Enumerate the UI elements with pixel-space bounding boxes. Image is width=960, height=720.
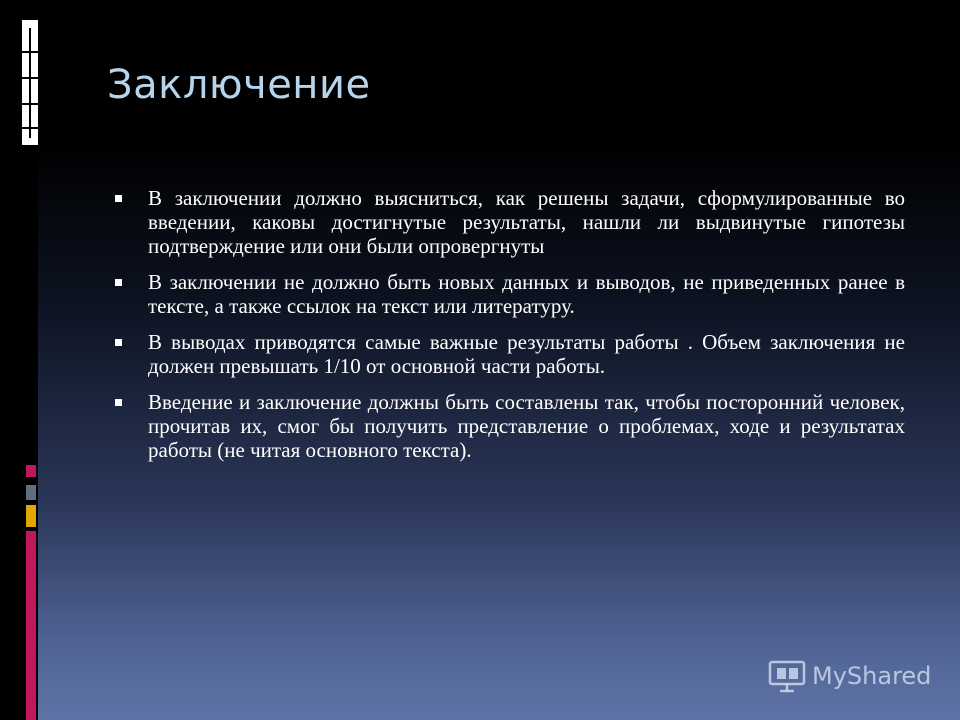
slide-title: Заключение <box>107 62 371 108</box>
bullet-text: Введение и заключение должны быть составлены так, чтобы посторонний человек, прочитав их, смог бы получить представление о проблемах, ходе и результатах работы (не читая основного текста). <box>148 390 905 462</box>
bullet-text: В заключении должно выясниться, как решены задачи, сформулированные во введении, каковы достигнутые результаты, нашли ли выдвинутые гипотезы подтверждение или они были опровергнуты <box>148 186 905 258</box>
decorative-color-bars <box>0 465 38 720</box>
square-bullet-icon <box>115 339 122 346</box>
presentation-board-icon <box>768 659 806 693</box>
bullet-text: В заключении не должно быть новых данных и выводов, не приведенных ранее в тексте, а также ссылок на текст или литературу. <box>148 270 905 318</box>
bullet-item <box>115 186 905 258</box>
square-bullet-icon <box>115 399 122 406</box>
bullet-item <box>115 270 905 318</box>
square-bullet-icon <box>115 195 122 202</box>
bullet-item <box>115 330 905 378</box>
watermark-logo <box>768 656 931 696</box>
decorative-page-icon <box>0 0 38 160</box>
bullet-text: В выводах приводятся самые важные результаты работы . Объем заключения не должен превышать 1/10 от основной части работы. <box>148 330 905 378</box>
watermark-text: MyShared <box>812 662 932 690</box>
bullet-list <box>115 186 905 474</box>
square-bullet-icon <box>115 279 122 286</box>
bullet-item <box>115 390 905 462</box>
